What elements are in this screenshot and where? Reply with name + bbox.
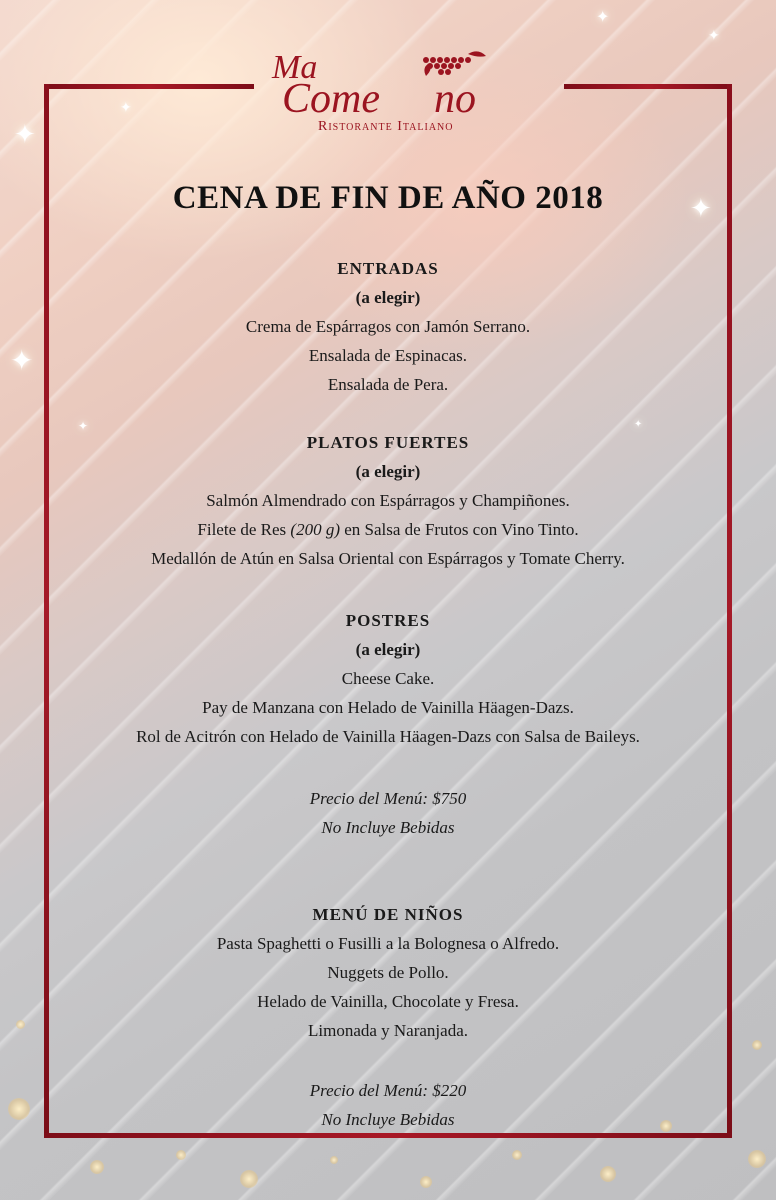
- menu-item: Pay de Manzana con Helado de Vainilla Häagen-Dazs.: [202, 698, 574, 717]
- menu-item: Pasta Spaghetti o Fusilli a la Bolognesa o Alfredo.: [216, 934, 560, 953]
- drinks-note: No Incluye Bebidas: [321, 1110, 455, 1129]
- glitter-dot: [176, 1150, 186, 1160]
- menu-item: Helado de Vainilla, Chocolate y Fresa.: [257, 992, 519, 1011]
- menu-item: Crema de Espárragos con Jamón Serrano.: [245, 317, 531, 336]
- menu-title: CENA DE FIN DE AÑO 2018: [172, 180, 604, 216]
- frame-top-right: [564, 84, 732, 89]
- sparkle-icon: ✦: [120, 101, 132, 116]
- glitter-dot: [330, 1156, 338, 1164]
- menu-item: Cheese Cake.: [341, 669, 435, 688]
- price-label: Precio del Menú: $220: [309, 1081, 467, 1100]
- menu-item: Nuggets de Pollo.: [327, 963, 449, 982]
- price-main: [0, 784, 776, 842]
- glitter-dot: [512, 1150, 522, 1160]
- price-ninos: [0, 1076, 776, 1134]
- menu-item-text: en Salsa de Frutos con Vino Tinto.: [340, 520, 579, 539]
- glitter-dot: [90, 1160, 104, 1174]
- glitter-dot: [420, 1176, 432, 1188]
- logo-tagline: Ristorante Italiano: [318, 119, 454, 134]
- menu-item: Medallón de Atún en Salsa Oriental con Espárragos y Tomate Cherry.: [151, 549, 625, 568]
- sparkle-icon: ✦: [634, 419, 643, 430]
- section-subheading: (a elegir): [355, 640, 421, 659]
- section-entradas: [0, 254, 776, 399]
- menu-item: Salmón Almendrado con Espárragos y Champiñones.: [206, 491, 570, 510]
- sparkle-icon: ✦: [78, 419, 89, 433]
- grapes-icon: [423, 51, 486, 75]
- menu-item: Rol de Acitrón con Helado de Vainilla Häagen-Dazs con Salsa de Baileys.: [136, 727, 640, 746]
- menu-item: Limonada y Naranjada.: [307, 1021, 468, 1040]
- sparkle-icon: ✦: [596, 9, 610, 26]
- section-ninos: [0, 900, 776, 1045]
- menu-item: Ensalada de Pera.: [327, 375, 449, 394]
- section-platos-fuertes: [0, 428, 776, 573]
- frame-top-left: [44, 84, 254, 89]
- menu-item-text: Filete de Res: [197, 520, 291, 539]
- glitter-dot: [240, 1170, 258, 1188]
- section-postres: [0, 606, 776, 751]
- glitter-dot: [600, 1166, 616, 1182]
- sparkle-icon: ✦: [14, 120, 36, 149]
- logo-line1: Ma: [272, 49, 318, 86]
- sparkle-icon: ✦: [708, 29, 720, 44]
- section-heading: ENTRADAS: [337, 259, 439, 278]
- section-heading: PLATOS FUERTES: [306, 433, 470, 452]
- menu-item: Ensalada de Espinacas.: [308, 346, 468, 365]
- sparkle-icon: ✦: [690, 194, 712, 223]
- logo-line2: Come: [282, 76, 380, 122]
- menu-item: [0, 515, 776, 544]
- section-heading: MENÚ DE NIÑOS: [312, 905, 464, 924]
- section-subheading: (a elegir): [355, 462, 421, 481]
- menu-item-weight: (200 g): [290, 520, 340, 539]
- section-heading: POSTRES: [345, 611, 431, 630]
- drinks-note: No Incluye Bebidas: [321, 818, 455, 837]
- section-subheading: (a elegir): [355, 288, 421, 307]
- sparkle-icon: ✦: [10, 346, 34, 377]
- logo-line2b: no: [434, 76, 476, 122]
- glitter-dot: [748, 1150, 766, 1168]
- restaurant-logo: [266, 46, 516, 136]
- price-label: Precio del Menú: $750: [309, 789, 467, 808]
